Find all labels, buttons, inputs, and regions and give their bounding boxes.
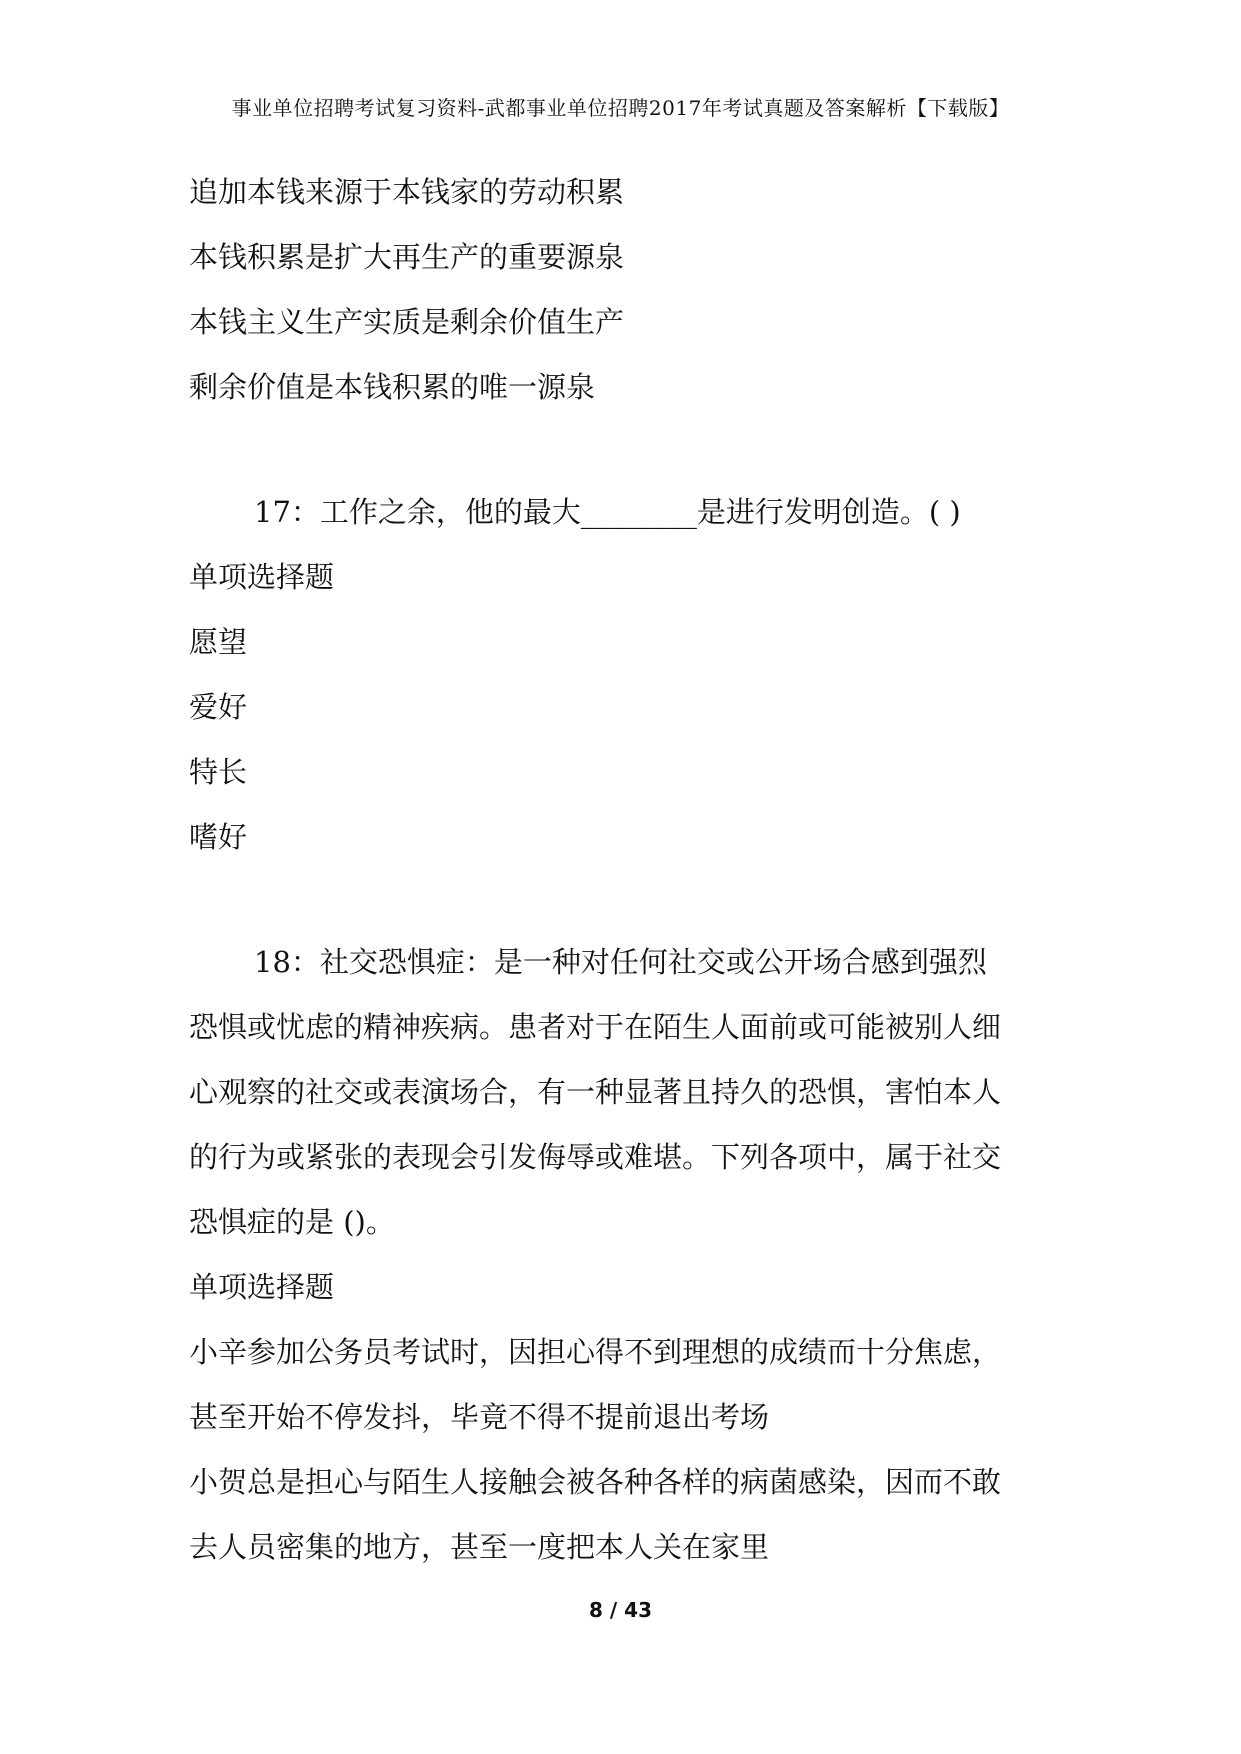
question-18-type: 单项选择题 [189, 1270, 335, 1304]
question-17-stem: 17：工作之余，他的最大________是进行发明创造。( ) [254, 495, 961, 529]
option-text: 爱好 [189, 690, 248, 724]
option-text: 嗜好 [189, 820, 248, 854]
question-18-stem-line: 恐惧或忧虑的精神疾病。患者对于在陌生人面前或可能被别人细 [189, 1010, 1002, 1044]
option-text: 本钱主义生产实质是剩余价值生产 [189, 305, 625, 339]
question-17-type: 单项选择题 [189, 560, 335, 594]
page-number: 8 / 43 [589, 1598, 652, 1622]
page-header: 事业单位招聘考试复习资料-武都事业单位招聘2017年考试真题及答案解析【下载版】 [231, 96, 1010, 120]
question-18-stem-line: 18：社交恐惧症：是一种对任何社交或公开场合感到强烈 [254, 945, 987, 979]
option-text: 剩余价值是本钱积累的唯一源泉 [189, 370, 596, 404]
spacer [189, 420, 1069, 480]
spacer [189, 870, 1069, 930]
option-text: 小贺总是担心与陌生人接触会被各种各样的病菌感染，因而不敢 [189, 1465, 1002, 1499]
option-text: 追加本钱来源于本钱家的劳动积累 [189, 175, 625, 209]
page-content [189, 160, 1069, 1580]
question-18-stem-line: 的行为或紧张的表现会引发侮辱或难堪。下列各项中，属于社交 [189, 1140, 1002, 1174]
option-text: 特长 [189, 755, 248, 789]
option-text: 甚至开始不停发抖，毕竟不得不提前退出考场 [189, 1400, 770, 1434]
option-text: 小辛参加公务员考试时，因担心得不到理想的成绩而十分焦虑， [189, 1335, 1002, 1369]
option-text: 去人员密集的地方，甚至一度把本人关在家里 [189, 1530, 770, 1564]
option-text: 本钱积累是扩大再生产的重要源泉 [189, 240, 625, 274]
option-text: 愿望 [189, 625, 248, 659]
question-18-stem-line: 心观察的社交或表演场合，有一种显著且持久的恐惧，害怕本人 [189, 1075, 1002, 1109]
question-18-stem-line: 恐惧症的是 ()。 [189, 1205, 395, 1239]
